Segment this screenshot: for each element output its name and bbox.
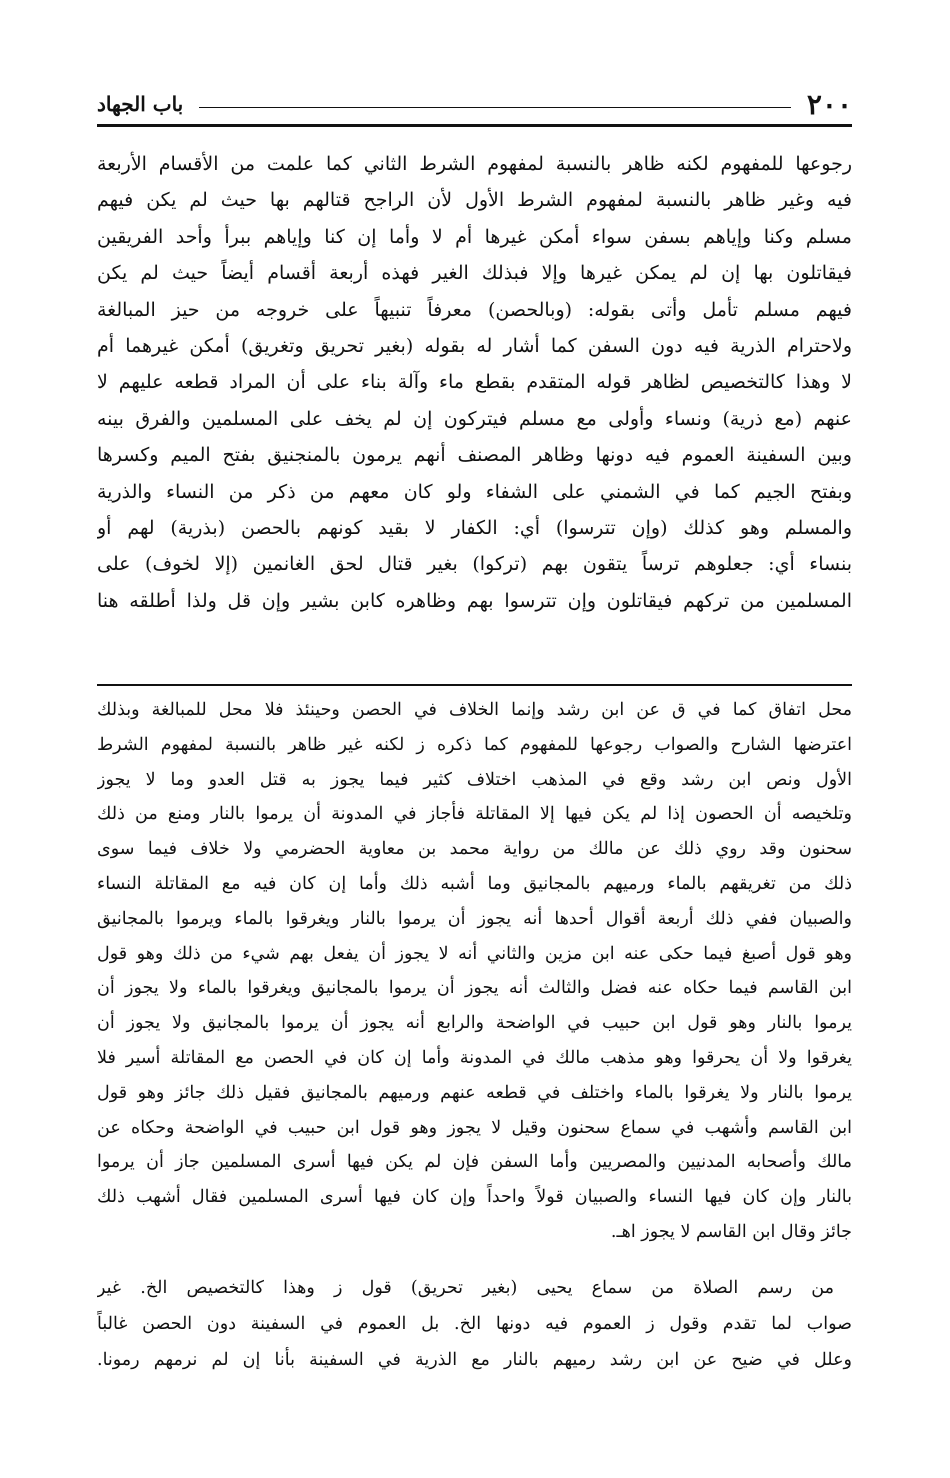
- footnote-line: ابن القاسم وأشهب في سماع سحنون وقيل لا يجوز وهو قول ابن حبيب في الواضحة وحكاه عن: [97, 1117, 852, 1138]
- footnote-line: محل اتفاق كما في ق عن ابن رشد وإنما الخلاف في الحصن وحينئذ فلا محل للمبالغة وبذلك: [97, 700, 852, 720]
- page-number: ٢٠٠: [806, 87, 852, 121]
- main-text-line: المسلمين من تركهم فيقاتلون وإن تترسوا بهم وظاهره كابن بشير وإن قل ولذا أطلقه هنا: [97, 589, 852, 612]
- footnote-line: وهو قول أصبغ فيما حكى عنه ابن مزين والثاني أنه لا يجوز أن يفعل بهم شيء من ذلك وهو قول: [97, 943, 852, 964]
- commentary-line: من رسم الصلاة من سماع يحيى (بغير تحريق) قول ز وهذا كالتخصيص الخ. غير: [97, 1278, 834, 1298]
- main-text-line: فيه وغير ظاهر بالنسبة لمفهوم الشرط الأول لأن الراجح قتالهم بها حيث لم يكن فيهم: [97, 189, 852, 212]
- commentary-line: وعلل في ضيح عن ابن رشد رميهم بالنار مع الذرية في السفينة بأنا إن لم نرمهم رمونا.: [97, 1350, 852, 1370]
- header-rule: [199, 107, 791, 108]
- main-text-line: ولاحترام الذرية فيه دون السفن كما أشار له بقوله (بغير تحريق وتغريق) أمكن غيرهما أم: [97, 334, 852, 357]
- footnote-line: مالك وأصحابه المدنيين والمصريين وأما السفن فإن لم يكن فيها أسرى المسلمين جاز أن يرموا: [97, 1152, 852, 1173]
- footnote-line: ذلك من تغريقهم بالماء ورميهم بالمجانيق وما أشبه ذلك وأما إن كان فيه مع المقاتلة النساء: [97, 873, 852, 894]
- main-text-line: عنهم (مع ذرية) ونساء وأولى مع مسلم فيتركون إن لم يخف على المسلمين والفرق بينه: [97, 407, 852, 430]
- page-header: [97, 88, 852, 120]
- main-text-line: بنساء أي: جعلوهم ترساً يتقون بهم (تركوا) بغير قتال لحق الغانمين (إلا لخوف) على: [97, 553, 852, 576]
- footnote-separator: [97, 684, 852, 686]
- main-text-line: وبين السفينة العموم فيه دونها وظاهر المصنف أنهم يرمون بالمنجنيق بفتح الميم وكسرها: [97, 444, 852, 467]
- footnote-line: بالنار وإن كان فيها النساء والصبيان قولاً واحداً وإن كان فيها أسرى المسلمين فقال أشهب ذلك: [97, 1187, 852, 1208]
- main-text-line: مسلم وكنا وإياهم بسفن سواء أمكن غيرها أم لا وأما إن كنا وإياهم ببرأ وأحد الفريقين: [97, 225, 852, 248]
- main-text-line: فيهم مسلم تأمل وأتى بقوله: (وبالحصن) معرفاً تنبيهاً على خروجه من حيز المبالغة: [97, 298, 852, 321]
- chapter-title: باب الجهاد: [97, 92, 184, 116]
- footnote-line: والصبيان ففي ذلك أربعة أقوال أحدها أنه يجوز أن يرموا بالنار ويغرقوا بالماء ويرموا بالمجانيق: [97, 908, 852, 929]
- main-text-line: وبفتح الجيم كما في الشمني على الشفاء ولو كان معهم من ذكر من النساء والذرية: [97, 480, 852, 503]
- footnote-line: اعترضها الشارح والصواب رجوعها للمفهوم كما ذكره ز لكنه غير ظاهر بالنسبة لمفهوم الشرط: [97, 734, 852, 755]
- footnote-line: يرموا بالنار ولا يغرقوا بالماء واختلف في قطعه عنهم ورميهم بالمجانيق فقيل ذلك جائز وهو قول: [97, 1082, 852, 1103]
- main-text-line: والمسلم وهو كذلك (وإن تترسوا) أي: الكفار لا بقيد كونهم بالحصن (بذرية) لهم أو: [97, 516, 852, 539]
- footnote-line: ابن القاسم فيما حكاه عنه فضل والثالث أنه يجوز أن يرموا بالمجانيق ويغرقوا بالماء ولا يجوز أن: [97, 978, 852, 999]
- footnote-line: وتلخيصه أن الحصون إذا لم يكن فيها إلا المقاتلة فأجاز في المدونة أن يرموا بالنار ومنع من ذلك: [97, 804, 852, 825]
- footnote-line: يغرقوا ولا أن يحرقوا وهو مذهب مالك في المدونة وأما إن كان في الحصن مع المقاتلة أسير فلا: [97, 1047, 852, 1068]
- footnotes: [97, 693, 852, 1250]
- main-text-line: رجوعها للمفهوم لكنه ظاهر بالنسبة لمفهوم الشرط الثاني كما علمت من الأقسام الأربعة: [97, 153, 852, 175]
- main-text: [97, 146, 852, 619]
- main-text-line: لا وهذا كالتخصيص لظاهر قوله المتقدم بقطع ماء وآلة بناء على أن المراد قطعه عليهم لا: [97, 371, 852, 394]
- footnote-line: سحنون وقد روي ذلك عن مالك من رواية محمد بن معاوية الحضرمي ولا خلاف فيما سوى: [97, 839, 852, 860]
- main-text-line: فيقاتلون بها إن لم يمكن غيرها وإلا فبذلك الغير فهذه أربعة أقسام أيضاً حيث لم يكن: [97, 262, 852, 285]
- footnote-line: جائز وقال ابن القاسم لا يجوز اهـ.: [610, 1221, 852, 1242]
- commentary: [97, 1270, 852, 1378]
- footnote-line: الأول ونص ابن رشد وقع في المذهب اختلاف كثير فيما يجوز به قتل العدو وما لا يجوز: [97, 769, 852, 790]
- footnote-line: يرموا بالنار وهو قول ابن حبيب في الواضحة والرابع أنه يجوز أن يرموا بالمجانيق ولا يجوز أن: [97, 1013, 852, 1034]
- commentary-line: صواب لما تقدم وقول ز العموم فيه دونها الخ. بل العموم في السفينة دون الحصن غالباً: [97, 1314, 852, 1334]
- header-underline: [97, 124, 852, 127]
